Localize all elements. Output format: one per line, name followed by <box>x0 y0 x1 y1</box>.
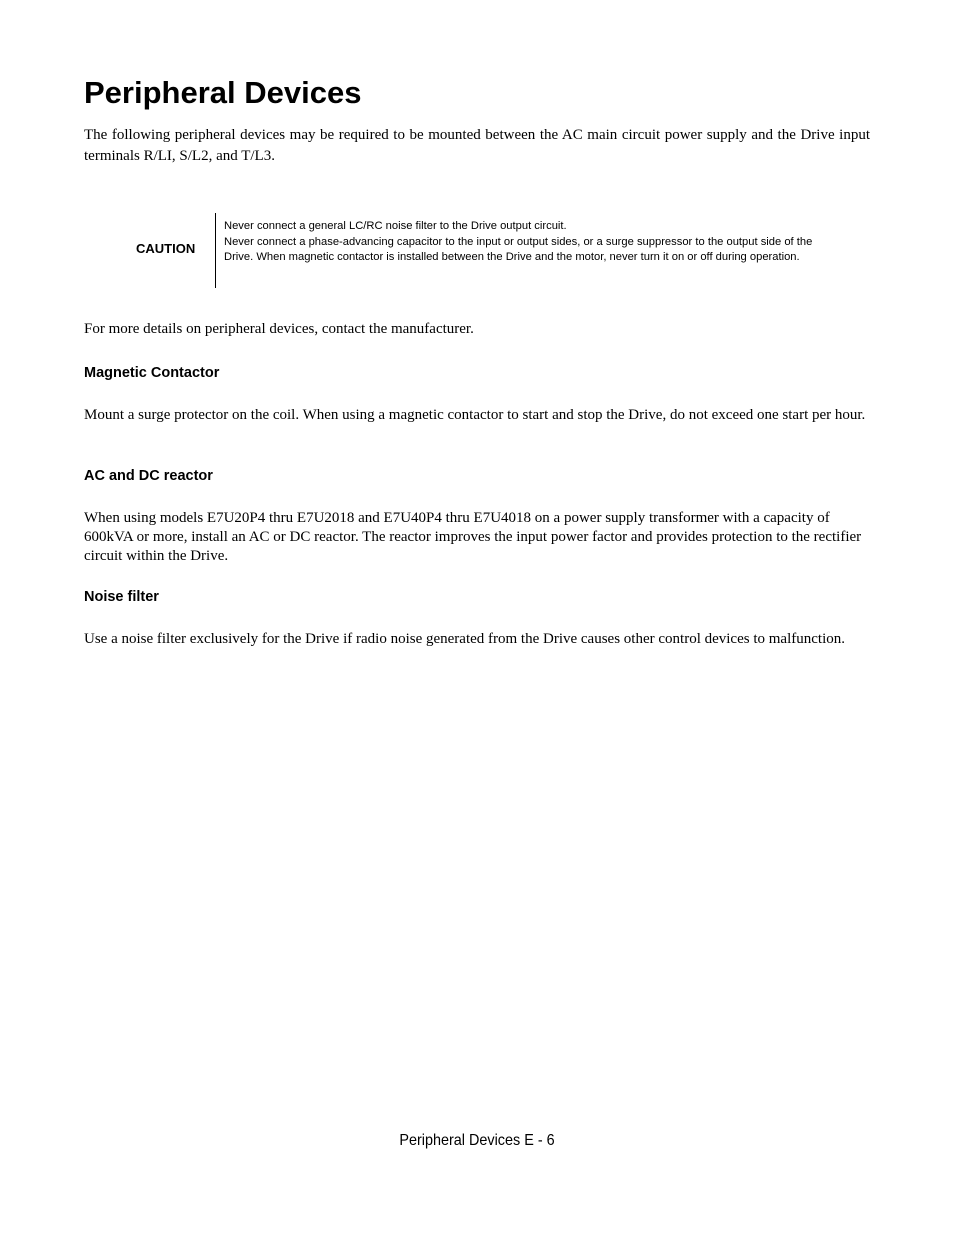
caution-line-1: Never connect a general LC/RC noise filter to the Drive output circuit. <box>224 220 567 232</box>
caution-label: CAUTION <box>136 241 196 256</box>
page-footer: Peripheral Devices E - 6 <box>399 1132 555 1149</box>
intro-paragraph: The following peripheral devices may be required to be mounted between the AC main circuit power supply and the Drive input terminals R/LI, S/L2, and T/L3. <box>84 127 870 164</box>
section-heading-noise-filter: Noise filter <box>84 589 159 605</box>
section-text-noise-filter: Use a noise filter exclusively for the Drive if radio noise generated from the Drive causes other control devices to malfunction. <box>84 631 845 647</box>
caution-text <box>224 219 830 266</box>
section-heading-ac-dc-reactor: AC and DC reactor <box>84 468 213 484</box>
section-heading-magnetic-contactor: Magnetic Contactor <box>84 365 220 381</box>
section-text-magnetic-contactor: Mount a surge protector on the coil. When using a magnetic contactor to start and stop the Drive, do not exceed one start per hour. <box>84 407 866 423</box>
section-text-ac-dc-reactor: When using models E7U20P4 thru E7U2018 and E7U40P4 thru E7U4018 on a power supply transformer with a capacity of 600kVA or more, install an AC or DC reactor. The reactor improves the input power factor and provides protection to the rectifier circuit within the Drive. <box>84 510 862 564</box>
page-title: Peripheral Devices <box>84 75 362 110</box>
caution-line-2: Never connect a phase-advancing capacitor to the input or output sides, or a surge suppressor to the output side of the Drive. When magnetic contactor is installed between the Drive and the motor, never turn it on or off during operation. <box>224 235 813 263</box>
more-details-paragraph: For more details on peripheral devices, contact the manufacturer. <box>84 321 474 337</box>
caution-divider <box>215 213 216 288</box>
caution-box <box>84 213 870 288</box>
